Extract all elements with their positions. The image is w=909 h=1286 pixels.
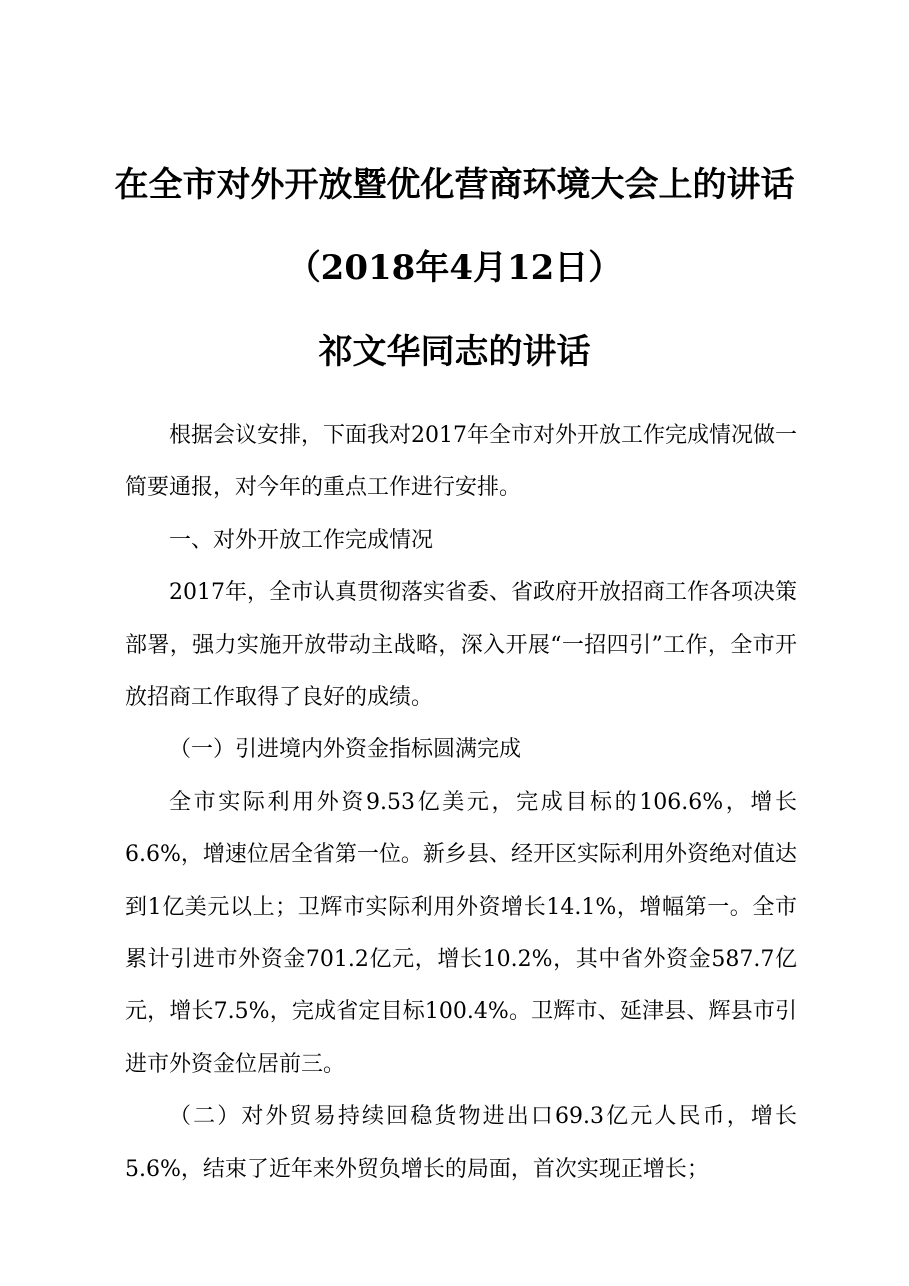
section-heading-1: 一、对外开放工作完成情况: [169, 527, 434, 553]
document-body: [125, 410, 797, 1196]
paragraph-foreign-trade: （二）对外贸易持续回稳货物进出口69.3亿元人民币，增长5.6%，结束了近年来外贸负增长的局面，首次实现正增长；: [125, 1104, 797, 1182]
subsection-heading-1: （一）引进境内外资金指标圆满完成: [169, 737, 522, 763]
paragraph-overview: 2017年，全市认真贯彻落实省委、省政府开放招商工作各项决策部署，强力实施开放带动主战略，深入开展“一招四引”工作，全市开放招商工作取得了良好的成绩。: [125, 580, 797, 711]
document-date: （2018年4月12日）: [286, 248, 623, 288]
speaker-line: 祁文华同志的讲话: [318, 332, 591, 372]
document-title: 在全市对外开放暨优化营商环境大会上的讲话: [114, 165, 795, 205]
paragraph-intro: 根据会议安排，下面我对2017年全市对外开放工作完成情况做一简要通报，对今年的重点工作进行安排。: [125, 423, 797, 501]
paragraph-foreign-investment: 全市实际利用外资9.53亿美元，完成目标的106.6%，增长6.6%，增速位居全省第一位。新乡县、经开区实际利用外资绝对值达到1亿美元以上；卫辉市实际利用外资增长14.1%，增幅第一。全市累计引进市外资金701.2亿元，增长10.2%，其中省外资金587.7亿元，增长7.5%，完成省定目标100.4%。卫辉市、延津县、辉县市引进市外资金位居前三。: [125, 789, 797, 1077]
